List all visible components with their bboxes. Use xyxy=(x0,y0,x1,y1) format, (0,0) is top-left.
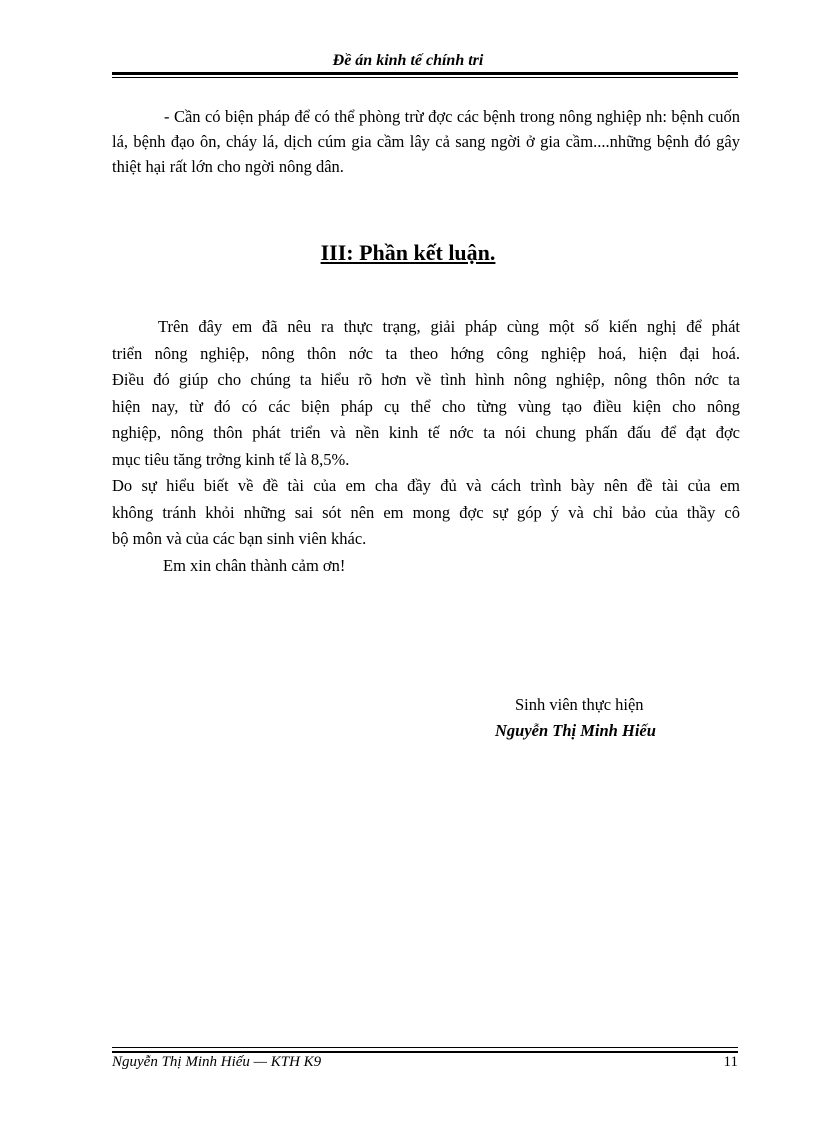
intro-paragraph-text: - Cần có biện pháp để có thể phòng trừ đợc các bệnh trong nông nghiệp nh: bệnh cuốn lá, bệnh đạo ôn, cháy lá, dịch cúm gia cầm lây cả sang ngời ở gia cầm....những bệnh đó gây thiệt hại rất lớn cho ngời nông dân. xyxy=(112,107,740,176)
page-number: 11 xyxy=(723,1054,738,1070)
conclusion-line: Do sự hiểu biết về đề tài của em cha đầy đủ và cách trình bày nên đề tài của em xyxy=(112,476,740,495)
conclusion-line: mục tiêu tăng trởng kinh tế là 8,5%. xyxy=(112,449,350,469)
intro-paragraph xyxy=(112,104,740,179)
conclusion-line: Điều đó giúp cho chúng ta hiểu rõ hơn về tình hình nông nghiệp, nông thôn nớc ta xyxy=(112,370,740,389)
conclusion-line: nghiệp, nông thôn phát triển và nền kinh tế nớc ta nói chung phấn đấu để đạt đợc xyxy=(112,423,740,442)
footer-rule-thick xyxy=(112,1051,738,1053)
section-heading: III: Phần kết luận. xyxy=(320,240,496,265)
header-rule-thin xyxy=(112,77,738,78)
footer-rule-thin xyxy=(112,1047,738,1048)
footer-author: Nguyễn Thị Minh Hiếu — KTH K9 xyxy=(112,1054,322,1070)
conclusion-paragraph xyxy=(112,314,740,579)
conclusion-line: hiện nay, từ đó có các biện pháp cụ thể cho từng vùng tạo điều kiện cho nông xyxy=(112,396,740,416)
signature-role: Sinh viên thực hiện xyxy=(515,695,644,714)
signature-author: Nguyễn Thị Minh Hiếu xyxy=(495,721,656,740)
running-header-title: Đề án kinh tế chính tri xyxy=(332,52,484,69)
conclusion-line: triển nông nghiệp, nông thôn nớc ta theo hớng công nghiệp hoá, hiện đại hoá. xyxy=(112,343,740,363)
closing-thanks-line: Em xin chân thành cảm ơn! xyxy=(163,555,346,575)
signature-block xyxy=(495,692,656,744)
conclusion-line: Trên đây em đã nêu ra thực trạng, giải pháp cùng một số kiến nghị để phát xyxy=(158,317,740,336)
conclusion-line: không tránh khỏi những sai sót nên em mong đợc sự góp ý và chỉ bảo của thầy cô xyxy=(112,502,740,522)
header-rule-thick xyxy=(112,72,738,75)
conclusion-line: bộ môn và của các bạn sinh viên khác. xyxy=(112,529,367,548)
